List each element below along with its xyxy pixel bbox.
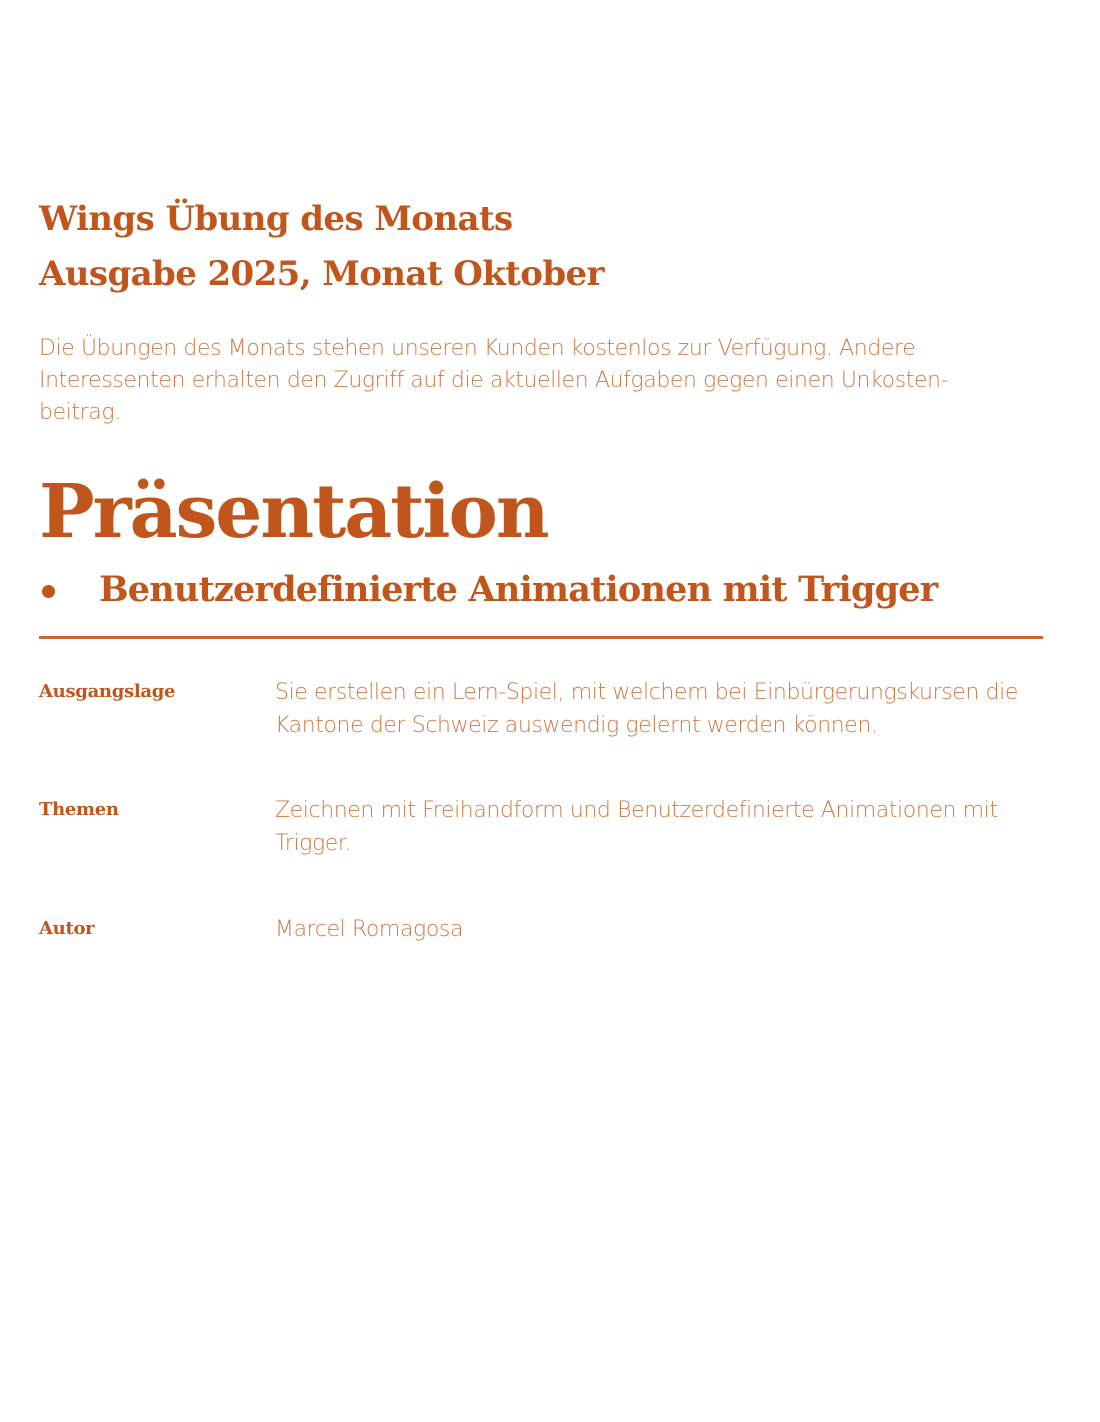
detail-label: Ausgangslage (39, 681, 176, 702)
detail-value: Sie erstellen ein Lern-Spiel, mit welchem bei Einbürgerungskursen die Kantone der Schweiz auswendig gelernt werden können. (275, 680, 1018, 738)
detail-value: Marcel Romagosa (275, 917, 464, 942)
detail-label: Themen (39, 799, 119, 820)
header-title-line-2: Ausgabe 2025, Monat Oktober (39, 254, 604, 294)
detail-label: Autor (39, 918, 95, 939)
header-title-line-1: Wings Übung des Monats (39, 199, 513, 239)
detail-value: Zeichnen mit Freihandform und Benutzerdefinierte Animationen mit Trigger. (275, 798, 998, 856)
section-title: Präsentation (39, 469, 548, 555)
topic-text: Benutzerdefinierte Animationen mit Trigger (99, 569, 938, 610)
divider-rule (39, 636, 1043, 639)
bullet-dot-icon (42, 585, 55, 598)
intro-paragraph: Die Übungen des Monats stehen unseren Kunden kostenlos zur Verfügung. Andere Interessenten erhalten den Zugriff auf die aktuellen Aufgaben gegen einen Unkosten-beitrag. (39, 336, 949, 425)
topic-bullet-item (39, 565, 1043, 615)
document-header (39, 192, 604, 302)
